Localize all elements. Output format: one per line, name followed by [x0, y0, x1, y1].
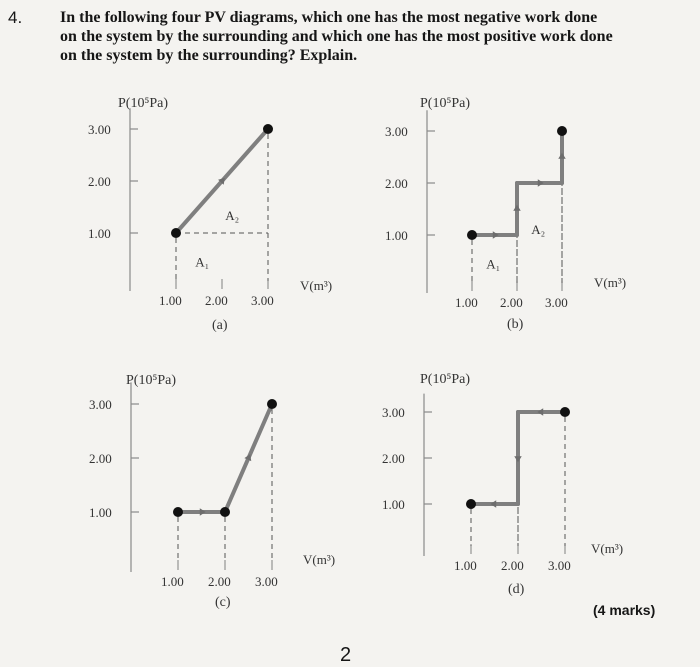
x-tick-label-c-1: 2.00 — [208, 574, 231, 589]
area-label-b-1: A₂ — [531, 221, 546, 237]
x-tick-label-a-2: 3.00 — [251, 293, 274, 308]
area-label-a-0: A₁ — [195, 254, 210, 270]
caption-b: (b) — [507, 317, 524, 332]
x-tick-label-c-2: 3.00 — [255, 574, 278, 589]
caption-d: (d) — [508, 582, 525, 597]
x-tick-label-d-0: 1.00 — [454, 558, 477, 573]
p-axis-label-a: P(10⁵Pa) — [118, 96, 168, 111]
y-tick-label-d-1: 2.00 — [382, 451, 405, 466]
x-tick-label-d-1: 2.00 — [501, 558, 524, 573]
y-tick-label-b-0: 3.00 — [385, 124, 408, 139]
x-tick-label-b-0: 1.00 — [455, 295, 478, 310]
page-number: 2 — [340, 644, 352, 666]
x-tick-label-b-2: 3.00 — [545, 295, 568, 310]
state-point-c-1 — [267, 399, 277, 409]
state-point-c-0 — [173, 507, 183, 517]
process-arrow-d-0 — [537, 408, 543, 416]
x-tick-label-d-2: 3.00 — [548, 558, 571, 573]
state-point-c-mid — [220, 507, 230, 517]
v-axis-label-d: V(m³) — [591, 541, 624, 556]
state-point-a-0 — [171, 228, 181, 238]
y-tick-label-d-2: 1.00 — [382, 497, 405, 512]
y-tick-label-c-2: 1.00 — [89, 505, 112, 520]
question-number: 4. — [8, 8, 23, 27]
process-arrow-d-2 — [490, 500, 496, 508]
y-tick-label-b-2: 1.00 — [385, 228, 408, 243]
question-line-3: on the system by the surrounding? Explain. — [60, 47, 358, 64]
process-arrow-d-1 — [514, 456, 522, 462]
process-arrow-b-0 — [493, 231, 499, 239]
x-tick-label-c-0: 1.00 — [161, 574, 184, 589]
state-point-d-1 — [466, 499, 476, 509]
marks-label: (4 marks) — [593, 602, 656, 618]
v-axis-label-b: V(m³) — [594, 275, 627, 290]
p-axis-label-b: P(10⁵Pa) — [420, 96, 470, 111]
process-arrow-b-3 — [558, 153, 566, 159]
state-point-a-1 — [263, 124, 273, 134]
state-point-b-0 — [467, 230, 477, 240]
y-tick-label-d-0: 3.00 — [382, 405, 405, 420]
process-arrow-c-0 — [200, 508, 206, 516]
p-axis-label-c: P(10⁵Pa) — [126, 373, 176, 388]
state-point-d-0 — [560, 407, 570, 417]
v-axis-label-a: V(m³) — [300, 278, 333, 293]
y-tick-label-a-0: 3.00 — [88, 122, 111, 137]
y-tick-label-a-1: 2.00 — [88, 174, 111, 189]
y-tick-label-c-1: 2.00 — [89, 451, 112, 466]
x-tick-label-b-1: 2.00 — [500, 295, 523, 310]
y-tick-label-b-1: 2.00 — [385, 176, 408, 191]
y-tick-label-a-2: 1.00 — [88, 226, 111, 241]
area-label-b-0: A₁ — [486, 256, 501, 272]
y-tick-label-c-0: 3.00 — [89, 397, 112, 412]
p-axis-label-d: P(10⁵Pa) — [420, 372, 470, 387]
question-line-2: on the system by the surrounding and which one has the most positive work done — [60, 28, 613, 45]
area-label-a-1: A₂ — [225, 207, 240, 223]
process-arrow-b-2 — [538, 179, 544, 187]
caption-c: (c) — [215, 595, 231, 610]
question-line-1: In the following four PV diagrams, which one has the most negative work done — [60, 9, 598, 26]
x-tick-label-a-0: 1.00 — [159, 293, 182, 308]
state-point-b-1 — [557, 126, 567, 136]
caption-a: (a) — [212, 318, 228, 333]
process-arrow-b-1 — [513, 205, 521, 211]
v-axis-label-c: V(m³) — [303, 552, 336, 567]
x-tick-label-a-1: 2.00 — [205, 293, 228, 308]
